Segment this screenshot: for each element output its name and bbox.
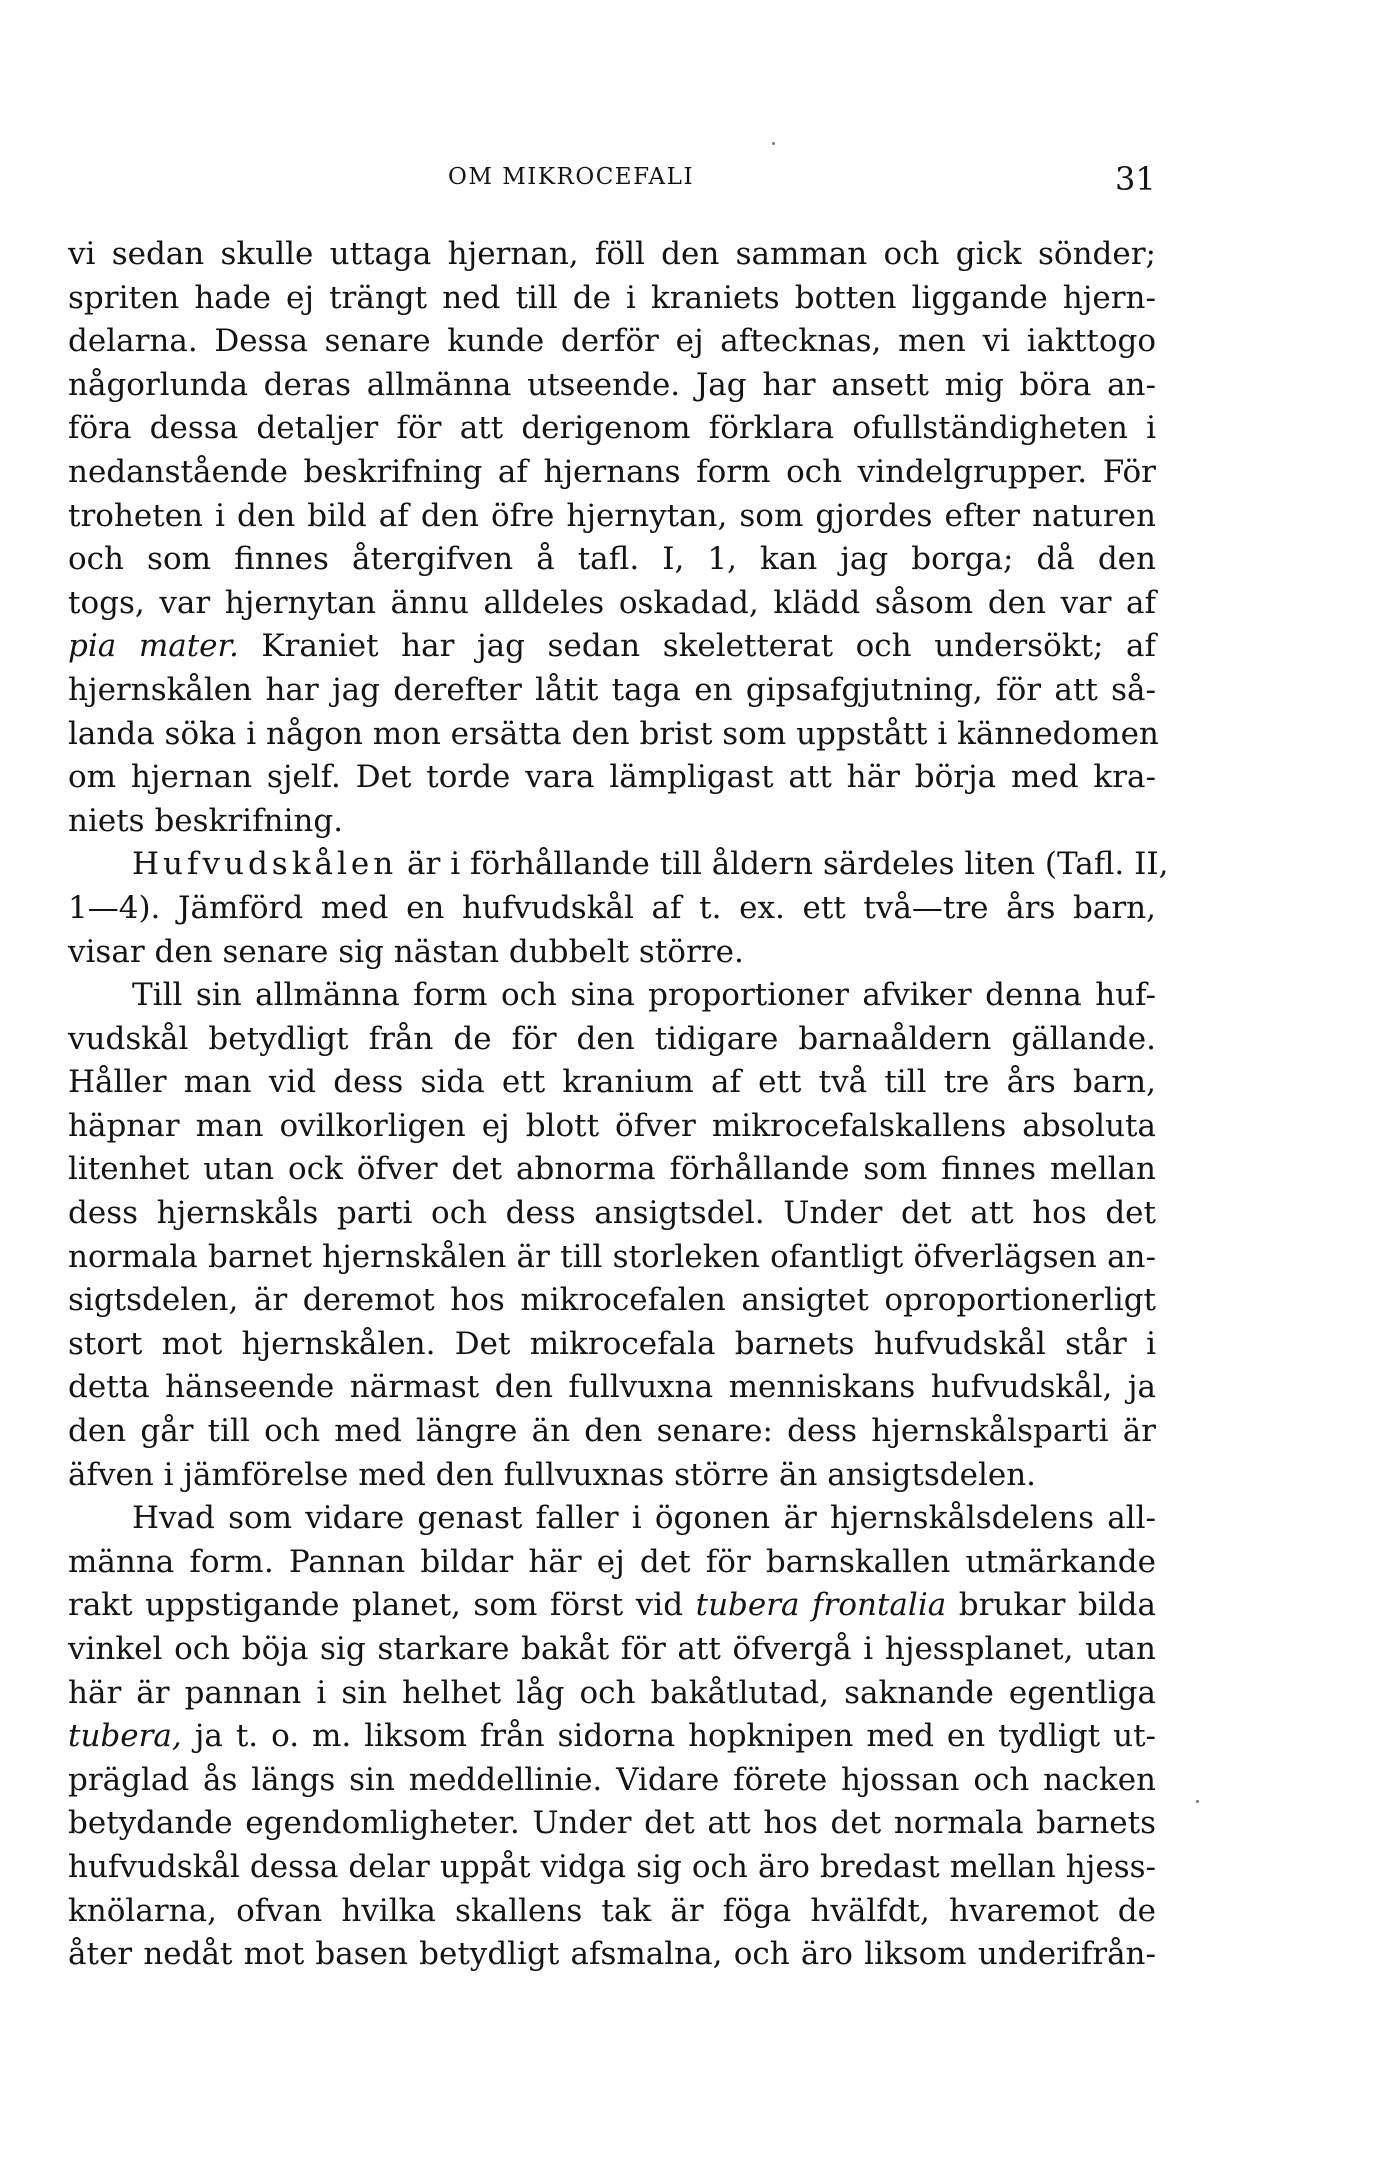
text-line: stort mot hjernskålen. Det mikrocefala barnets hufvudskål står i [68, 1325, 1156, 1362]
text-line: präglad ås längs sin meddellinie. Vidare förete hjossan och nacken [68, 1761, 1156, 1798]
text-run: brukar bilda [946, 1587, 1157, 1624]
paragraph-1 [68, 233, 1159, 843]
paragraph-3 [68, 974, 1156, 1497]
body-text [68, 233, 1169, 1977]
text-line: vinkel och böja sig starkare bakåt för att öfvergå i hjessplanet, utan [68, 1631, 1156, 1667]
text-line: häpnar man ovilkorligen ej blott öfver mikrocefalskallens absoluta [68, 1107, 1156, 1144]
text-line: om hjernan sjelf. Det torde vara lämpligast att här börja med kra- [68, 759, 1156, 796]
text-run: ja t. o. m. liksom från sidorna hopknipen med en tydligt ut- [181, 1718, 1156, 1755]
text-line: någorlunda deras allmänna utseende. Jag har ansett mig böra an- [68, 366, 1156, 403]
text-line: här är pannan i sin helhet låg och bakåtlutad, saknande egentliga [68, 1674, 1156, 1711]
page-number: 31 [1115, 160, 1156, 198]
text-line: vudskål betydligt från de för den tidigare barnaåldern gällande. [68, 1020, 1156, 1057]
text-run: rakt uppstigande planet, som först vid [68, 1587, 684, 1624]
text-line: visar den senare sig nästan dubbelt större. [68, 933, 744, 970]
paragraph-4 [68, 1497, 1156, 1977]
text-line: hjernskålen har jag derefter låtit taga en gipsafgjutning, för att så- [68, 671, 1156, 708]
text-run: är i förhållande till åldern särdeles liten (Tafl. II, [397, 846, 1169, 883]
text-line: Till sin allmänna form och sina proportioner afviker denna huf- [132, 977, 1156, 1014]
text-line: delarna. Dessa senare kunde derför ej aftecknas, men vi iakttogo [68, 323, 1156, 360]
text-line-mixed [68, 843, 1169, 887]
scan-speck [772, 142, 775, 145]
text-line: den går till och med längre än den senare: dess hjernskålsparti är [68, 1413, 1156, 1450]
text-line: äfven i jämförelse med den fullvuxnas större än ansigtsdelen. [68, 1456, 1037, 1493]
text-line: och som finnes återgifven å tafl. I, 1, kan jag borga; då den [68, 541, 1156, 578]
text-line: hufvudskål dessa delar uppåt vidga sig och äro bredast mellan hjess- [68, 1848, 1156, 1885]
text-line: knölarna, ofvan hvilka skallens tak är föga hvälfdt, hvaremot de [68, 1892, 1156, 1929]
text-line: normala barnet hjernskålen är till storleken ofantligt öfverlägsen an- [68, 1238, 1156, 1275]
text-line: dess hjernskåls parti och dess ansigtsdel. Under det att hos det [68, 1195, 1156, 1232]
italic-term: tubera, [68, 1718, 182, 1755]
text-line-mixed [68, 1715, 1156, 1759]
text-run: Kraniet har jag sedan skeletterat och undersökt; af [238, 628, 1156, 665]
text-line: åter nedåt mot basen betydligt afsmalna, och äro liksom underifrån- [68, 1936, 1156, 1973]
text-line: spriten hade ej trängt ned till de i kraniets botten liggande hjern- [68, 279, 1156, 316]
text-line: niets beskrifning. [68, 802, 344, 839]
text-line: landa söka i någon mon ersätta den brist som uppstått i kännedomen [68, 715, 1159, 752]
running-title: OM MIKROCEFALI [448, 164, 695, 190]
text-line: litenhet utan ock öfver det abnorma förhållande som finnes mellan [68, 1151, 1156, 1188]
scan-speck [1196, 1800, 1199, 1803]
text-line: troheten i den bild af den öfre hjernytan, som gjordes efter naturen [68, 497, 1156, 534]
text-line: 1—4). Jämförd med en hufvudskål af t. ex. ett två—tre års barn, [68, 889, 1156, 926]
italic-term: pia mater. [68, 628, 239, 665]
paragraph-2 [68, 843, 1169, 974]
text-line: betydande egendomligheter. Under det att hos det normala barnets [68, 1805, 1156, 1842]
spaced-term: Hufvudskålen [132, 846, 398, 883]
text-line: vi sedan skulle uttaga hjernan, föll den samman och gick sönder; [68, 236, 1156, 272]
text-line: nedanstående beskrifning af hjernans form och vindelgrupper. För [68, 453, 1156, 490]
text-line: Hvad som vidare genast faller i ögonen är hjernskålsdelens all- [132, 1500, 1156, 1537]
italic-term: tubera frontalia [695, 1587, 947, 1624]
text-line-mixed [68, 625, 1156, 669]
text-line: togs, var hjernytan ännu alldeles oskadad, klädd såsom den var af [68, 584, 1156, 621]
text-line-mixed [68, 1584, 1156, 1628]
text-line: föra dessa detaljer för att derigenom förklara ofullständigheten i [68, 410, 1156, 447]
text-line: sigtsdelen, är deremot hos mikrocefalen ansigtet oproportionerligt [68, 1282, 1156, 1319]
text-line: Håller man vid dess sida ett kranium af ett två till tre års barn, [68, 1064, 1156, 1101]
text-line: männa form. Pannan bildar här ej det för barnskallen utmärkande [68, 1543, 1156, 1580]
text-line: detta hänseende närmast den fullvuxna menniskans hufvudskål, ja [68, 1369, 1156, 1406]
